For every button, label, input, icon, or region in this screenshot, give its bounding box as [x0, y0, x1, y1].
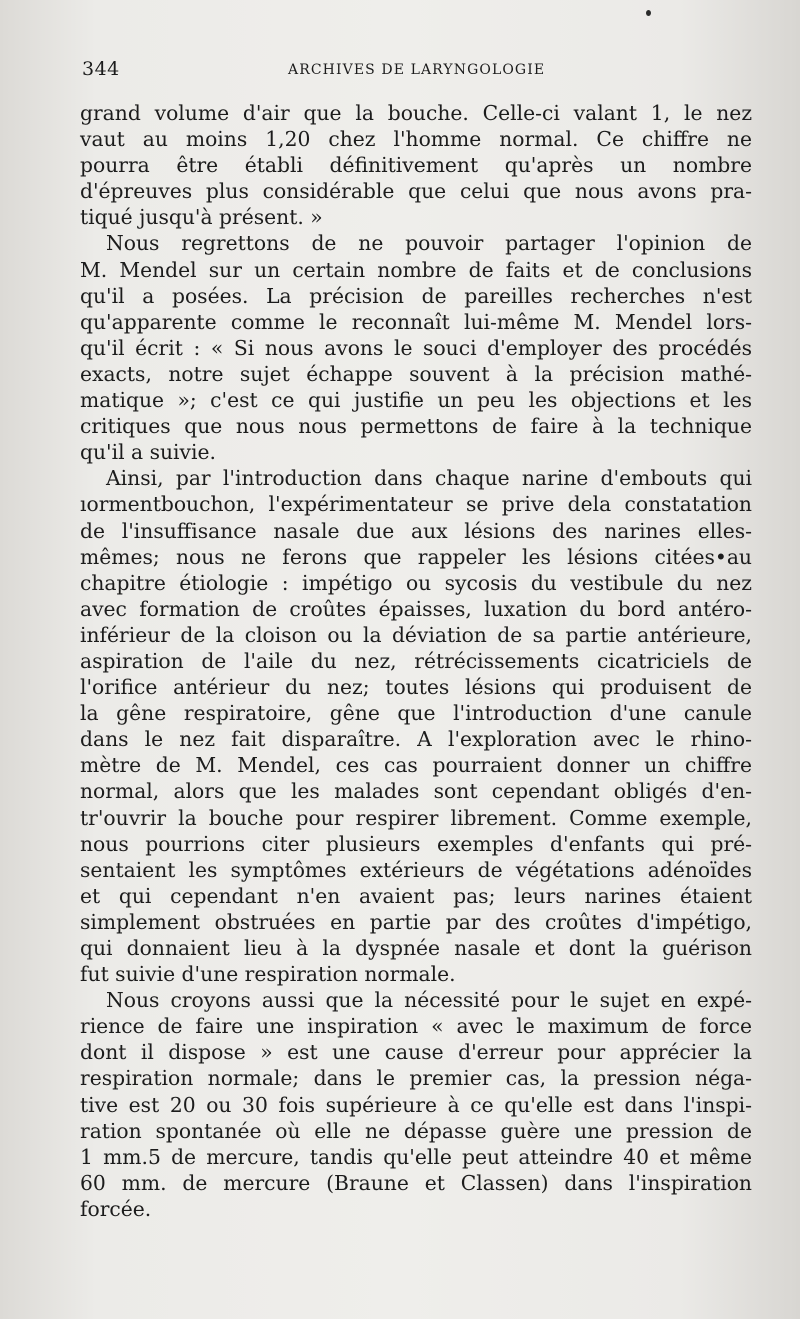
text-line: inférieur de la cloison ou la déviation de sa partie antérieure, [80, 622, 752, 647]
text-line: Ainsi, par l'introduction dans chaque narine d'embouts qui [106, 466, 752, 491]
text-line: Nous regrettons de ne pouvoir partager l'opinion de [106, 231, 752, 256]
text-line: ıormentbouchon, l'expérimentateur se prive dela constatation [80, 492, 752, 517]
text-line: tive est 20 ou 30 fois supérieure à ce qu'elle est dans l'inspi- [80, 1092, 752, 1117]
text-line: respiration normale; dans le premier cas, la pression néga- [80, 1066, 752, 1091]
text-line: forcée. [80, 1196, 152, 1221]
text-line: tr'ouvrir la bouche pour respirer librement. Comme exemple, [80, 805, 752, 830]
text-line: Nous croyons aussi que la nécessité pour le sujet en expé- [106, 988, 752, 1013]
text-line: de l'insuffisance nasale due aux lésions des narines elles- [80, 518, 752, 543]
running-header [82, 58, 754, 88]
text-line: grand volume d'air que la bouche. Celle-ci valant 1, le nez [80, 101, 752, 125]
text-line: la gêne respiratoire, gêne que l'introduction d'une canule [80, 701, 752, 726]
text-line: matique »; c'est ce qui justifie un peu les objections et les [80, 388, 752, 413]
text-line: dans le nez fait disparaître. A l'exploration avec le rhino- [80, 727, 752, 752]
text-line: et qui cependant n'en avaient pas; leurs narines étaient [80, 883, 752, 908]
text-line: M. Mendel sur un certain nombre de faits et de conclusions [80, 257, 752, 282]
text-line: avec formation de croûtes épaisses, luxation du bord antéro- [80, 596, 752, 621]
text-line: mêmes; nous ne ferons que rappeler les lésions citées•au [80, 544, 752, 569]
text-line: exacts, notre sujet échappe souvent à la précision mathé- [80, 361, 752, 386]
text-line: d'épreuves plus considérable que celui que nous avons pra- [80, 179, 752, 204]
body-text [80, 100, 752, 1222]
text-line: sentaient les symptômes extérieurs de végétations adénoïdes [80, 857, 752, 882]
text-line: 60 mm. de mercure (Braune et Classen) dans l'inspiration [80, 1170, 752, 1195]
text-line: ration spontanée où elle ne dépasse guère une pression de [80, 1118, 752, 1143]
text-line: vaut au moins 1,20 chez l'homme normal. Ce chiffre ne [80, 127, 752, 152]
text-line: qu'apparente comme le reconnaît lui-même M. Mendel lors- [80, 309, 752, 334]
text-line: aspiration de l'aile du nez, rétrécissements cicatriciels de [80, 648, 752, 673]
paragraph [80, 987, 752, 1222]
text-line: qui donnaient lieu à la dyspnée nasale et dont la guérison [80, 936, 752, 960]
text-line: pourra être établi définitivement qu'après un nombre [80, 153, 752, 178]
text-line: 1 mm.5 de mercure, tandis qu'elle peut atteindre 40 et même [80, 1144, 752, 1169]
printer-dot-mark [646, 10, 651, 16]
text-line: qu'il a suivie. [80, 440, 216, 465]
text-line: nous pourrions citer plusieurs exemples d'enfants qui pré- [80, 831, 752, 856]
text-line: qu'il écrit : « Si nous avons le souci d'employer des procédés [80, 335, 752, 360]
paragraph [80, 230, 752, 465]
text-line: chapitre étiologie : impétigo ou sycosis du vestibule du nez [80, 570, 752, 595]
text-line: normal, alors que les malades sont cependant obligés d'en- [80, 779, 752, 804]
text-line: fut suivie d'une respiration normale. [80, 962, 456, 987]
text-line: rience de faire une inspiration « avec le maximum de force [80, 1014, 752, 1039]
page-number: 344 [82, 58, 120, 80]
text-line: mètre de M. Mendel, ces cas pourraient donner un chiffre [80, 753, 752, 778]
text-line: l'orifice antérieur du nez; toutes lésions qui produisent de [80, 675, 752, 700]
paragraph [80, 100, 752, 230]
text-line: dont il dispose » est une cause d'erreur pour apprécier la [80, 1040, 752, 1065]
journal-title: ARCHIVES DE LARYNGOLOGIE [288, 62, 546, 78]
text-line: tiqué jusqu'à présent. » [80, 205, 323, 230]
text-line: simplement obstruées en partie par des croûtes d'impétigo, [80, 909, 752, 934]
paragraph [80, 465, 752, 987]
text-line: critiques que nous nous permettons de faire à la technique [80, 414, 752, 439]
text-line: qu'il a posées. La précision de pareilles recherches n'est [80, 283, 752, 308]
